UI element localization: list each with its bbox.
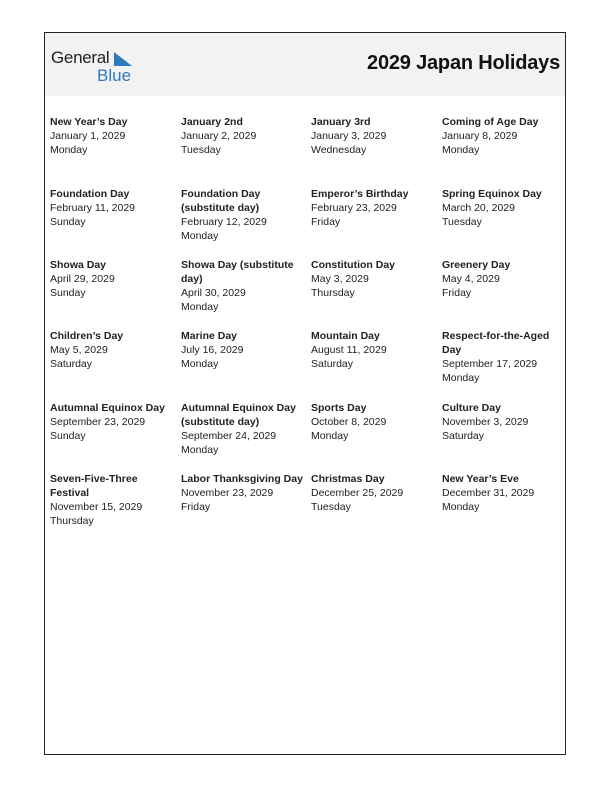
holiday-date: April 29, 2029 (50, 273, 115, 285)
holiday-weekday: Saturday (442, 430, 485, 442)
holiday-item (311, 258, 435, 300)
generalblue-logo (51, 49, 131, 84)
holiday-name: Christmas Day (311, 473, 385, 485)
holiday-weekday: Tuesday (181, 144, 221, 156)
holiday-name: Constitution Day (311, 259, 395, 271)
holiday-weekday: Tuesday (442, 216, 482, 228)
holiday-date: September 24, 2029 (181, 430, 277, 442)
holiday-name: Foundation Day (substitute day) (181, 188, 261, 214)
holiday-item (442, 187, 566, 229)
holiday-date: November 23, 2029 (181, 487, 274, 499)
holiday-date: November 3, 2029 (442, 416, 529, 428)
holiday-item (50, 329, 174, 371)
holiday-item (181, 472, 305, 514)
holiday-date: October 8, 2029 (311, 416, 387, 428)
holiday-date: May 5, 2029 (50, 344, 108, 356)
holiday-name: Culture Day (442, 402, 501, 414)
holiday-date: March 20, 2029 (442, 202, 515, 214)
holiday-name: January 3rd (311, 116, 371, 128)
holiday-weekday: Wednesday (311, 144, 367, 156)
holiday-item (50, 472, 174, 528)
holiday-item (442, 115, 566, 157)
holiday-item (50, 115, 174, 157)
holiday-item (311, 115, 435, 157)
holiday-item (181, 329, 305, 371)
holiday-name: Seven-Five-Three Festival (50, 473, 138, 499)
holiday-weekday: Sunday (50, 216, 86, 228)
holiday-date: September 23, 2029 (50, 416, 146, 428)
holiday-date: February 23, 2029 (311, 202, 397, 214)
holiday-item (50, 187, 174, 229)
holiday-weekday: Sunday (50, 287, 86, 299)
holiday-date: February 11, 2029 (50, 202, 136, 214)
holiday-name: Respect-for-the-Aged Day (442, 330, 550, 356)
holiday-item (442, 329, 566, 385)
holiday-date: February 12, 2029 (181, 216, 267, 228)
holiday-date: August 11, 2029 (311, 344, 387, 356)
holiday-name: Showa Day (50, 259, 107, 271)
holiday-date: December 31, 2029 (442, 487, 535, 499)
holiday-item (181, 401, 305, 457)
holiday-date: January 1, 2029 (50, 130, 126, 142)
holiday-weekday: Monday (181, 444, 219, 456)
holiday-weekday: Monday (181, 230, 219, 242)
page-header (45, 33, 565, 96)
holiday-name: Autumnal Equinox Day (substitute day) (181, 402, 296, 428)
holiday-name: Labor Thanksgiving Day (181, 473, 303, 485)
holiday-date: January 3, 2029 (311, 130, 387, 142)
holiday-weekday: Saturday (311, 358, 354, 370)
holiday-name: Sports Day (311, 402, 367, 414)
holiday-date: January 8, 2029 (442, 130, 518, 142)
logo-triangle-icon (114, 52, 132, 66)
holiday-weekday: Monday (50, 144, 88, 156)
holiday-name: New Year’s Day (50, 116, 128, 128)
holiday-item (442, 258, 566, 300)
holiday-weekday: Monday (181, 358, 219, 370)
holiday-weekday: Friday (311, 216, 341, 228)
holiday-date: January 2, 2029 (181, 130, 257, 142)
page-title: 2029 Japan Holidays (367, 52, 560, 74)
holiday-weekday: Thursday (50, 515, 94, 527)
holiday-name: Autumnal Equinox Day (50, 402, 165, 414)
logo-word-general: General (51, 48, 110, 67)
holiday-weekday: Tuesday (311, 501, 351, 513)
holiday-item (442, 472, 566, 514)
holiday-name: Foundation Day (50, 188, 130, 200)
holiday-date: July 16, 2029 (181, 344, 244, 356)
holiday-item (181, 187, 305, 243)
holiday-name: Greenery Day (442, 259, 511, 271)
holiday-date: May 3, 2029 (311, 273, 369, 285)
holiday-name: Children’s Day (50, 330, 124, 342)
holiday-item (181, 115, 305, 157)
holiday-weekday: Monday (442, 372, 480, 384)
holiday-name: Mountain Day (311, 330, 380, 342)
logo-word-blue: Blue (97, 66, 132, 85)
holiday-name: Coming of Age Day (442, 116, 539, 128)
holiday-item (311, 472, 435, 514)
holiday-name: Spring Equinox Day (442, 188, 542, 200)
holiday-item (50, 258, 174, 300)
holiday-name: Showa Day (substitute day) (181, 259, 294, 285)
holiday-item (311, 401, 435, 443)
holiday-weekday: Saturday (50, 358, 93, 370)
holiday-name: New Year’s Eve (442, 473, 519, 485)
holiday-name: Marine Day (181, 330, 238, 342)
holiday-item (311, 329, 435, 371)
holiday-weekday: Monday (442, 144, 480, 156)
holiday-weekday: Thursday (311, 287, 355, 299)
holiday-date: May 4, 2029 (442, 273, 500, 285)
holiday-date: April 30, 2029 (181, 287, 246, 299)
holiday-name: January 2nd (181, 116, 243, 128)
holiday-item (311, 187, 435, 229)
holiday-item (181, 258, 305, 314)
holiday-item (50, 401, 174, 443)
holiday-weekday: Monday (311, 430, 349, 442)
holiday-name: Emperor’s Birthday (311, 188, 409, 200)
holiday-weekday: Sunday (50, 430, 86, 442)
holiday-item (442, 401, 566, 443)
holiday-weekday: Friday (181, 501, 211, 513)
holiday-date: September 17, 2029 (442, 358, 538, 370)
holiday-date: November 15, 2029 (50, 501, 143, 513)
calendar-page (44, 32, 566, 755)
holiday-weekday: Monday (442, 501, 480, 513)
holiday-date: December 25, 2029 (311, 487, 404, 499)
holiday-weekday: Friday (442, 287, 472, 299)
holiday-weekday: Monday (181, 301, 219, 313)
